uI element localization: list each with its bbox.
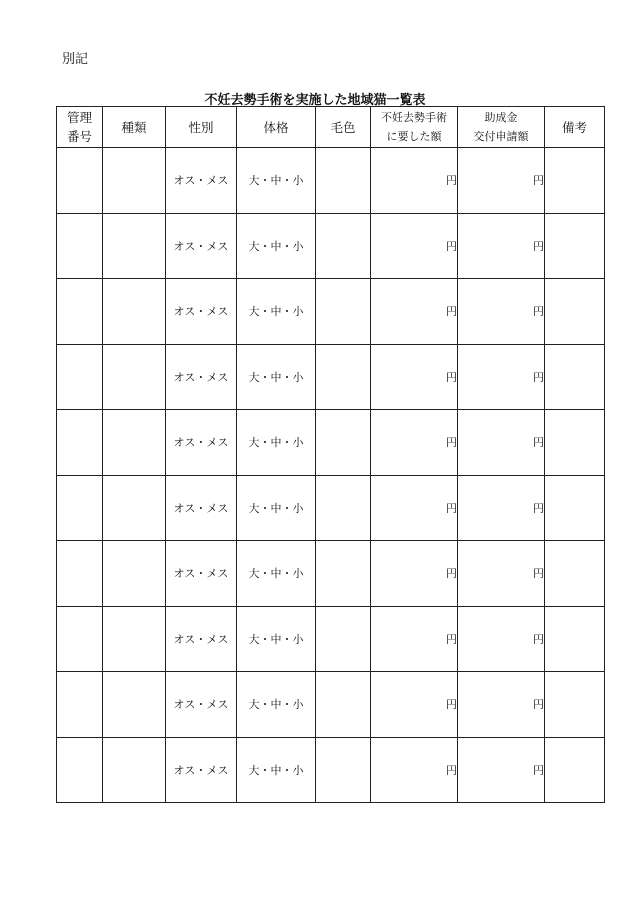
table-row [57, 279, 605, 345]
header-management-number [57, 107, 103, 148]
cell-kind[interactable] [103, 737, 166, 803]
cell-subsidy-request[interactable]: 円 [458, 279, 545, 345]
cell-sex[interactable]: オス・メス [166, 541, 237, 607]
cell-remarks[interactable] [545, 410, 605, 476]
cell-size[interactable]: 大・中・小 [237, 148, 316, 214]
cell-size[interactable]: 大・中・小 [237, 672, 316, 738]
cell-sex[interactable]: オス・メス [166, 737, 237, 803]
cell-management-number[interactable] [57, 475, 103, 541]
cell-surgery-cost[interactable]: 円 [371, 410, 458, 476]
cell-sex[interactable]: オス・メス [166, 213, 237, 279]
cell-coat-color[interactable] [316, 148, 371, 214]
cell-size[interactable]: 大・中・小 [237, 279, 316, 345]
cell-remarks[interactable] [545, 213, 605, 279]
table-row [57, 148, 605, 214]
cell-sex[interactable]: オス・メス [166, 410, 237, 476]
cell-subsidy-request[interactable]: 円 [458, 410, 545, 476]
header-management-number-line2: 番号 [66, 129, 92, 144]
cell-remarks[interactable] [545, 672, 605, 738]
cell-subsidy-request[interactable]: 円 [458, 541, 545, 607]
cell-management-number[interactable] [57, 737, 103, 803]
cell-kind[interactable] [103, 279, 166, 345]
cell-coat-color[interactable] [316, 541, 371, 607]
cell-surgery-cost[interactable]: 円 [371, 606, 458, 672]
cell-sex[interactable]: オス・メス [166, 475, 237, 541]
cell-coat-color[interactable] [316, 606, 371, 672]
cell-sex[interactable]: オス・メス [166, 279, 237, 345]
cell-surgery-cost[interactable]: 円 [371, 475, 458, 541]
cell-management-number[interactable] [57, 410, 103, 476]
cell-kind[interactable] [103, 672, 166, 738]
cell-size[interactable]: 大・中・小 [237, 737, 316, 803]
table-row [57, 672, 605, 738]
cell-kind[interactable] [103, 475, 166, 541]
cell-subsidy-request[interactable]: 円 [458, 606, 545, 672]
cell-management-number[interactable] [57, 148, 103, 214]
cell-coat-color[interactable] [316, 737, 371, 803]
cell-subsidy-request[interactable]: 円 [458, 344, 545, 410]
cell-subsidy-request[interactable]: 円 [458, 213, 545, 279]
cell-remarks[interactable] [545, 541, 605, 607]
cell-kind[interactable] [103, 606, 166, 672]
table-header [57, 107, 605, 148]
cell-sex[interactable]: オス・メス [166, 606, 237, 672]
header-subsidy-request [458, 107, 545, 148]
header-kind: 種類 [103, 107, 166, 148]
cell-size[interactable]: 大・中・小 [237, 475, 316, 541]
table-row [57, 344, 605, 410]
cell-subsidy-request[interactable]: 円 [458, 672, 545, 738]
table-row [57, 737, 605, 803]
cell-coat-color[interactable] [316, 475, 371, 541]
table-row [57, 410, 605, 476]
cell-management-number[interactable] [57, 672, 103, 738]
cell-subsidy-request[interactable]: 円 [458, 475, 545, 541]
cell-kind[interactable] [103, 148, 166, 214]
document-title: 不妊去勢手術を実施した地域猫一覧表 [204, 93, 426, 108]
header-subsidy-request-line1: 助成金 [484, 111, 518, 124]
header-surgery-cost [371, 107, 458, 148]
cell-remarks[interactable] [545, 737, 605, 803]
cell-sex[interactable]: オス・メス [166, 148, 237, 214]
cell-size[interactable]: 大・中・小 [237, 344, 316, 410]
cell-subsidy-request[interactable]: 円 [458, 148, 545, 214]
cell-remarks[interactable] [545, 344, 605, 410]
cell-remarks[interactable] [545, 606, 605, 672]
cell-surgery-cost[interactable]: 円 [371, 737, 458, 803]
cell-kind[interactable] [103, 213, 166, 279]
cell-surgery-cost[interactable]: 円 [371, 279, 458, 345]
cell-coat-color[interactable] [316, 279, 371, 345]
cell-subsidy-request[interactable]: 円 [458, 737, 545, 803]
header-remarks: 備考 [545, 107, 605, 148]
cell-coat-color[interactable] [316, 213, 371, 279]
cell-coat-color[interactable] [316, 672, 371, 738]
cell-surgery-cost[interactable]: 円 [371, 541, 458, 607]
table-body [57, 148, 605, 803]
cell-management-number[interactable] [57, 541, 103, 607]
cell-size[interactable]: 大・中・小 [237, 541, 316, 607]
header-size: 体格 [237, 107, 316, 148]
cell-surgery-cost[interactable]: 円 [371, 344, 458, 410]
cell-remarks[interactable] [545, 148, 605, 214]
table-row [57, 213, 605, 279]
cell-management-number[interactable] [57, 213, 103, 279]
annex-label: 別記 [62, 52, 89, 67]
cell-kind[interactable] [103, 541, 166, 607]
header-coat-color: 毛色 [316, 107, 371, 148]
cat-list-table [56, 106, 605, 803]
cell-kind[interactable] [103, 410, 166, 476]
table-row [57, 606, 605, 672]
table-row [57, 475, 605, 541]
header-subsidy-request-line2: 交付申請額 [473, 130, 529, 143]
header-management-number-line1: 管理 [66, 110, 92, 125]
cell-coat-color[interactable] [316, 344, 371, 410]
table-row [57, 541, 605, 607]
cell-management-number[interactable] [57, 606, 103, 672]
cell-coat-color[interactable] [316, 410, 371, 476]
cell-surgery-cost[interactable]: 円 [371, 672, 458, 738]
cell-kind[interactable] [103, 344, 166, 410]
header-sex: 性別 [166, 107, 237, 148]
header-surgery-cost-line2: に要した額 [386, 130, 442, 143]
cell-size[interactable]: 大・中・小 [237, 213, 316, 279]
header-surgery-cost-line1: 不妊去勢手術 [381, 111, 447, 124]
cell-sex[interactable]: オス・メス [166, 672, 237, 738]
cell-surgery-cost[interactable]: 円 [371, 213, 458, 279]
cell-sex[interactable]: オス・メス [166, 344, 237, 410]
cell-surgery-cost[interactable]: 円 [371, 148, 458, 214]
cell-management-number[interactable] [57, 344, 103, 410]
cell-size[interactable]: 大・中・小 [237, 606, 316, 672]
cell-remarks[interactable] [545, 475, 605, 541]
cell-remarks[interactable] [545, 279, 605, 345]
cell-size[interactable]: 大・中・小 [237, 410, 316, 476]
cell-management-number[interactable] [57, 279, 103, 345]
header-row [57, 107, 605, 148]
